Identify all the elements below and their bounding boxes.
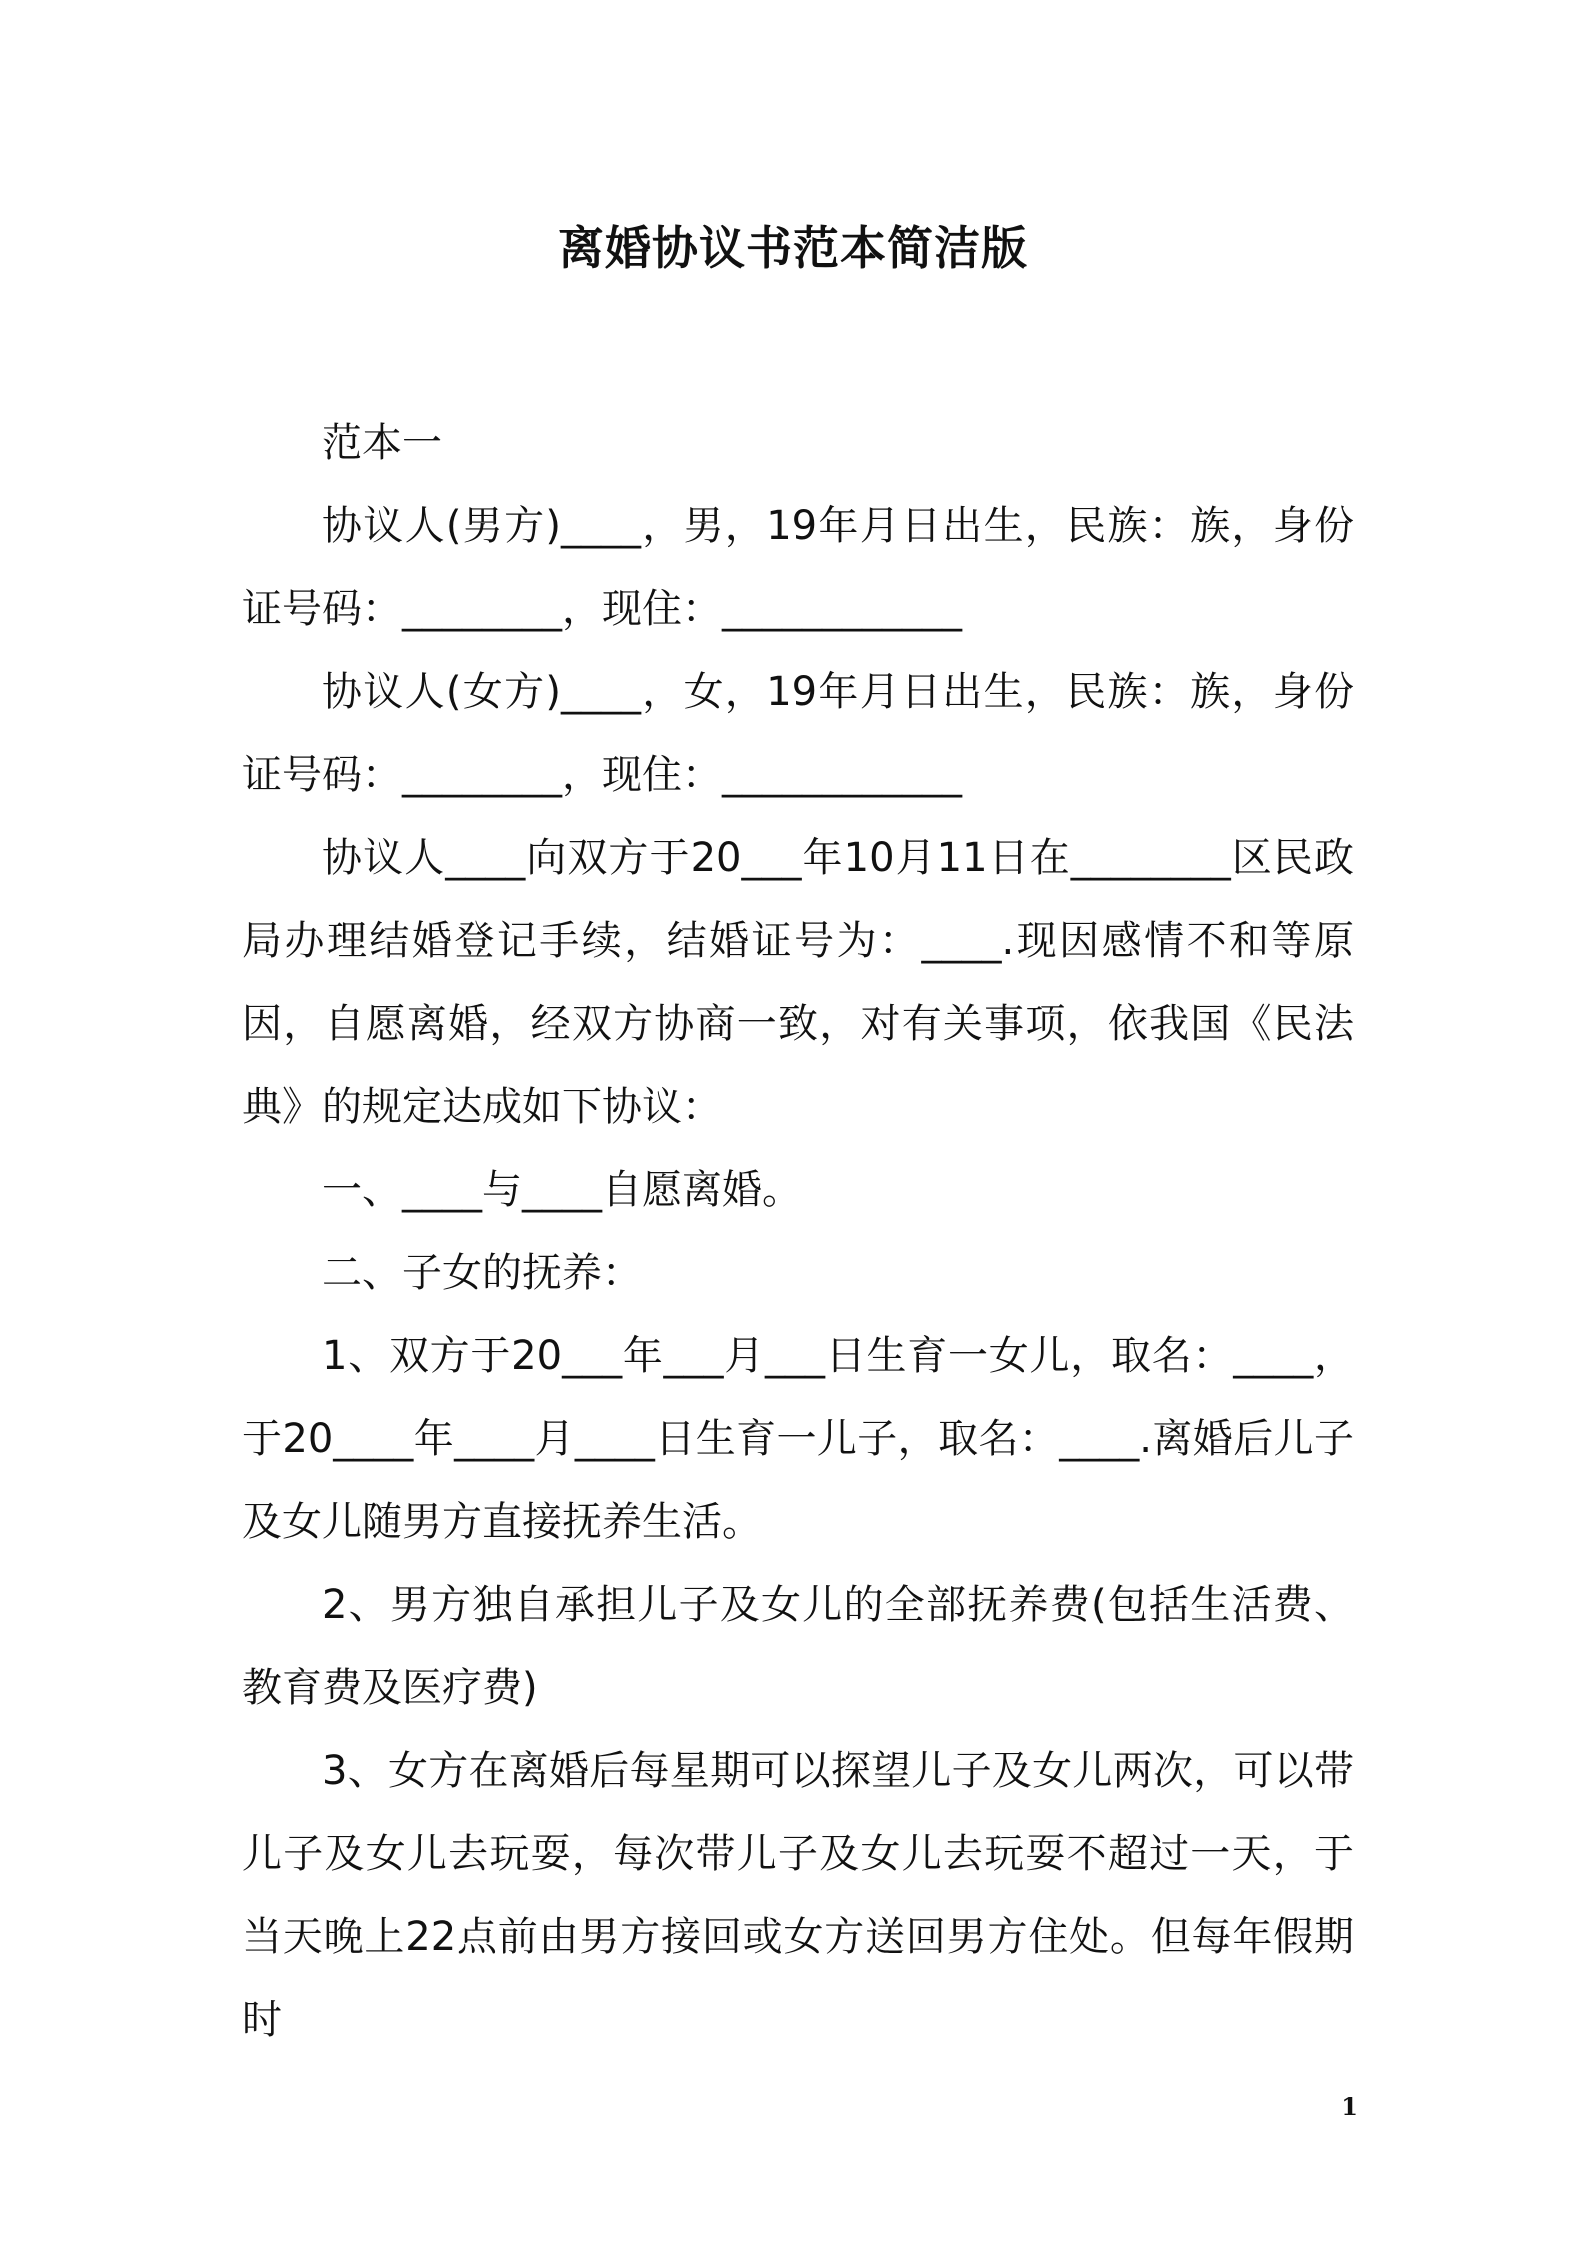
paragraph-marriage-registration: 协议人____向双方于20___年10月11日在________区民政局办理结婚登记手续，结婚证号为：____.现因感情不和等原因，自愿离婚，经双方协商一致，对有关事项，依我国《民法典》的规定达成如下协议：: [242, 835, 1354, 1130]
paragraph-custody-3: 3、女方在离婚后每星期可以探望儿子及女儿两次，可以带儿子及女儿去玩耍，每次带儿子及女儿去玩耍不超过一天，于当天晚上22点前由男方接回或女方送回男方住处。但每年假期时: [242, 1748, 1354, 2043]
paragraph-section-heading: 范本一: [322, 420, 442, 466]
document-body: [242, 402, 1354, 2062]
paragraph-clause-2-heading: 二、子女的抚养：: [322, 1250, 642, 1296]
paragraph-female-party: 协议人(女方)____，女，19年月日出生，民族：族，身份证号码：________，现住：____________: [242, 669, 1354, 798]
paragraph-custody-2: 2、男方独自承担儿子及女儿的全部抚养费(包括生活费、教育费及医疗费): [242, 1582, 1354, 1711]
paragraph-male-party: 协议人(男方)____，男，19年月日出生，民族：族，身份证号码：________，现住：____________: [242, 503, 1354, 632]
document-title: 离婚协议书范本简洁版: [558, 221, 1028, 275]
paragraph-custody-1: 1、双方于20___年___月___日生育一女儿，取名：____，于20____年____月____日生育一儿子，取名：____.离婚后儿子及女儿随男方直接抚养生活。: [242, 1333, 1354, 1545]
page-number: 1: [1341, 2092, 1358, 2121]
paragraph-clause-1: 一、____与____自愿离婚。: [322, 1167, 802, 1213]
